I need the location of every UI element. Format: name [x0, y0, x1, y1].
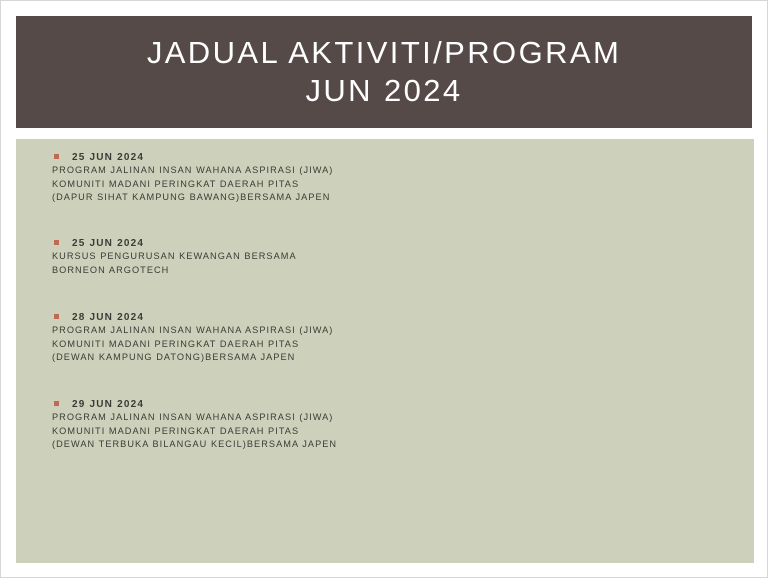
entry-description: PROGRAM JALINAN INSAN WAHANA ASPIRASI (JIWA) KOMUNITI MADANI PERINGKAT DAERAH PITAS (DAPUR SIHAT KAMPUNG BAWANG)BERSAMA JAPEN [52, 165, 334, 202]
entry-description: KURSUS PENGURUSAN KEWANGAN BERSAMA BORNEON ARGOTECH [52, 251, 297, 275]
list-item [52, 237, 297, 277]
content-area [16, 139, 754, 563]
bullet-icon [54, 314, 59, 319]
entry-description: PROGRAM JALINAN INSAN WAHANA ASPIRASI (JIWA) KOMUNITI MADANI PERINGKAT DAERAH PITAS (DEWAN TERBUKA BILANGAU KECIL)BERSAMA JAPEN [52, 412, 338, 449]
bullet-icon [54, 240, 59, 245]
entry-date: 29 JUN 2024 [72, 399, 145, 410]
entry-date: 25 JUN 2024 [72, 238, 145, 249]
title-bar [16, 16, 752, 128]
entry-date: 25 JUN 2024 [72, 152, 145, 163]
bullet-icon [54, 401, 59, 406]
entry-date: 28 JUN 2024 [72, 312, 145, 323]
slide-title-line2: JUN 2024 [305, 73, 463, 108]
entry-date-row [52, 151, 333, 164]
entry-date-row [52, 398, 337, 411]
entry-date-row [52, 311, 333, 324]
bullet-icon [54, 154, 59, 159]
list-item [52, 151, 333, 205]
entry-date-row [52, 237, 297, 250]
list-item [52, 311, 333, 365]
entry-description: PROGRAM JALINAN INSAN WAHANA ASPIRASI (JIWA) KOMUNITI MADANI PERINGKAT DAERAH PITAS (DEWAN KAMPUNG DATONG)BERSAMA JAPEN [52, 325, 334, 362]
slide-title-line1: JADUAL AKTIVITI/PROGRAM [146, 35, 622, 70]
list-item [52, 398, 337, 452]
